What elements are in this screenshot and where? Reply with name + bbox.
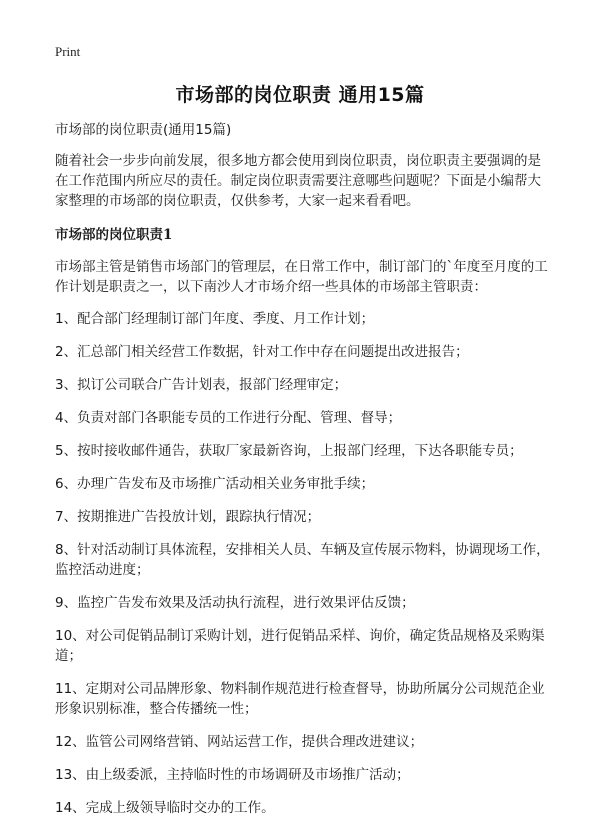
section-lead-paragraph: 市场部主管是销售市场部门的管理层，在日常工作中，制订部门的`年度至月度的工作计划是职责之一，以下南沙人才市场介绍一些具体的市场部主管职责： [55,259,548,295]
duty-item: 2、汇总部门相关经营工作数据，针对工作中存在问题提出改进报告； [55,344,469,360]
duty-item: 6、办理广告发布及市场推广活动相关业务审批手续； [55,476,375,492]
print-link[interactable]: Print [55,44,81,59]
duty-item: 3、拟订公司联合广告计划表，报部门经理审定； [55,377,348,393]
page-title: 市场部的岗位职责 通用15篇 [175,84,425,106]
section-heading: 市场部的岗位职责1 [55,227,173,243]
duty-item: 9、监控广告发布效果及活动执行流程，进行效果评估反馈； [55,595,415,611]
duty-item: 13、由上级委派，主持临时性的市场调研及市场推广活动； [55,767,410,783]
article-subtitle: 市场部的岗位职责(通用15篇) [55,122,232,138]
article-body [55,120,554,831]
duty-item: 4、负责对部门各职能专员的工作进行分配、管理、督导； [55,410,402,426]
duty-item: 7、按期推进广告投放计划，跟踪执行情况； [55,509,321,525]
duties-list [55,309,554,818]
duty-item: 11、定期对公司品牌形象、物料制作规范进行检查督导，协助所属分公司规范企业形象识别标准，整合传播统一性； [55,681,545,717]
duty-item: 8、针对活动制订具体流程，安排相关人员、车辆及宣传展示物料，协调现场工作，监控活动进度； [55,542,550,578]
duty-item: 12、监管公司网络营销、网站运营工作，提供合理改进建议； [55,734,424,750]
intro-paragraph: 随着社会一步步向前发展，很多地方都会使用到岗位职责，岗位职责主要强调的是在工作范围内所应尽的责任。制定岗位职责需要注意哪些问题呢？下面是小编帮大家整理的市场部的岗位职责，仅供参考，大家一起来看看吧。 [55,153,541,209]
duty-item: 10、对公司促销品制订采购计划，进行促销品采样、询价，确定货品规格及采购渠道； [55,628,545,664]
duty-item: 1、配合部门经理制订部门年度、季度、月工作计划； [55,311,375,327]
duty-item: 14、完成上级领导临时交办的工作。 [55,800,275,816]
duty-item: 5、按时接收邮件通告，获取厂家最新咨询，上报部门经理，下达各职能专员； [55,443,523,459]
